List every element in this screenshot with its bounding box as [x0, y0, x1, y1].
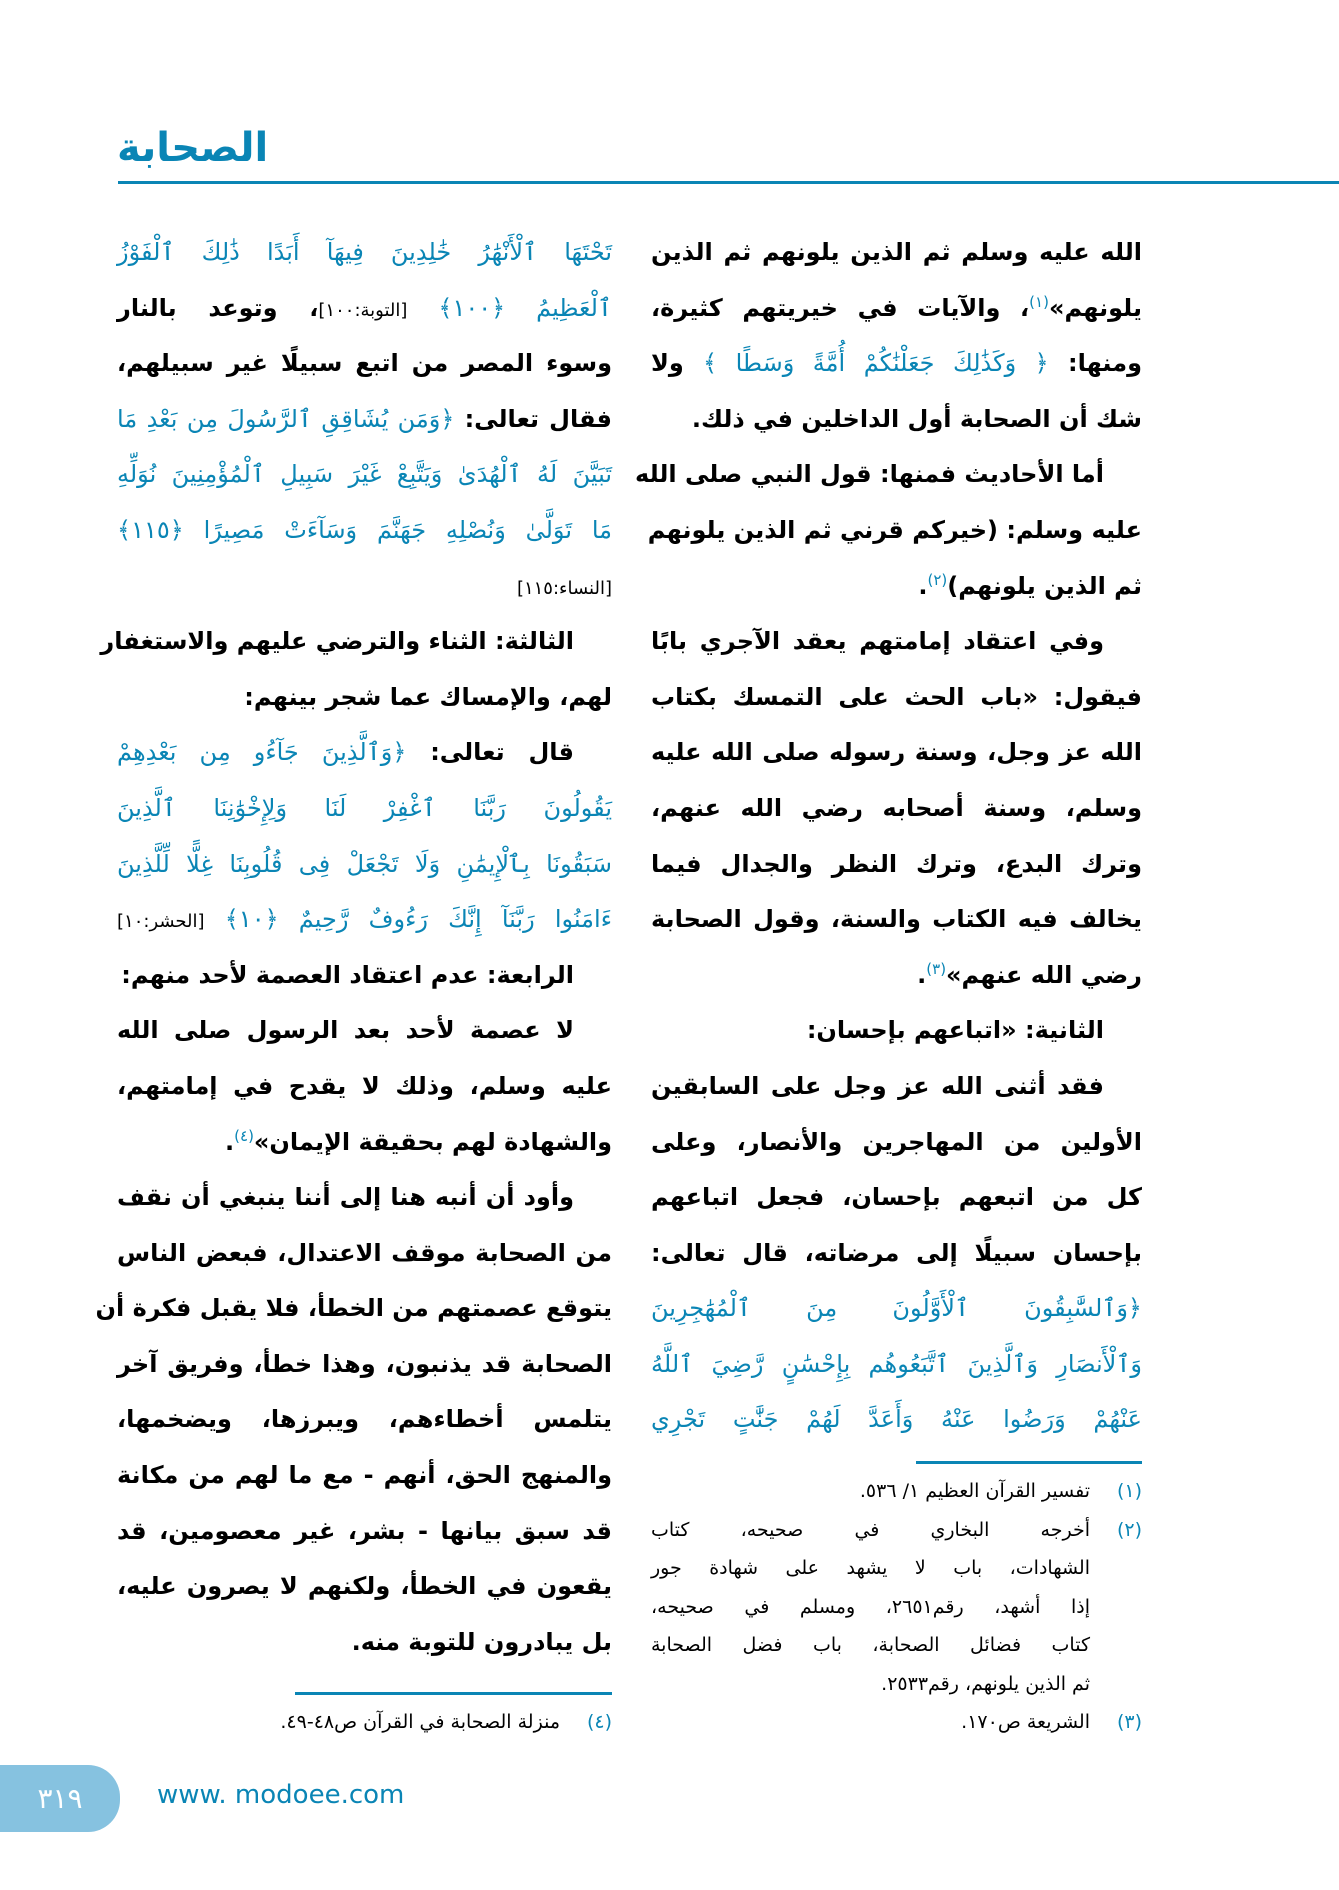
text-line [100, 614, 612, 670]
body-text: والشهادة لهم بحقيقة الإيمان» [253, 1127, 612, 1156]
body-text: يلونهم» [1048, 293, 1142, 322]
quran-verse: ٱلْعَظِيمُ ﴿١٠٠﴾ [407, 293, 612, 322]
body-text: فقد أثنى الله عز وجل على السابقين [651, 1071, 1104, 1100]
body-text: وفي اعتقاد إمامتهم يعقد الآجري بابًا [651, 627, 1104, 656]
body-text: بإحسان سبيلًا إلى مرضاته، قال تعالى: [651, 1238, 1142, 1267]
footnote-line: ثم الذين يلونهم، رقم٢٥٣٣. [881, 1672, 1090, 1695]
verse-reference: [الحشر:١٠] [117, 911, 205, 933]
footnotes-left [117, 1703, 612, 1742]
footnote [651, 1703, 1142, 1742]
page-number: ٣١٩ [0, 1765, 120, 1832]
text-line [635, 447, 1142, 503]
body-text: لا عصمة لأحد بعد الرسول صلى الله [117, 1016, 574, 1045]
body-text: يقعون في الخطأ، ولكنهم لا يصرون عليه، [117, 1572, 612, 1601]
text-line [651, 1003, 1142, 1059]
body-text: رضي الله عنهم» [946, 960, 1142, 989]
body-text: ، والآيات في خيريتهم كثيرة، [651, 293, 1030, 322]
left-column [95, 225, 612, 1670]
body-text: الثالثة: الثناء والترضي عليهم والاستغفار [100, 627, 574, 656]
text-line [651, 725, 1142, 781]
verse-reference: [النساء:١١٥] [516, 577, 612, 599]
quran-verse: ﴿وَمَن يُشَاقِقِ ٱلرَّسُولَ مِن بَعْدِ مَا [117, 404, 455, 433]
body-text: ، وتوعد بالنار [117, 293, 319, 322]
body-text: وسوء المصر من اتبع سبيلًا غير سبيلهم، [117, 349, 612, 378]
footnote-line: إذا أشهد، رقم٢٦٥١، ومسلم في صحيحه، [651, 1595, 1091, 1618]
footnote-marker[interactable]: (١) [1029, 292, 1049, 311]
body-text: . [918, 571, 928, 600]
body-text: الرابعة: عدم اعتقاد العصمة لأحد منهم: [121, 960, 574, 989]
footnote-text [651, 1472, 1090, 1511]
text-line [651, 281, 1142, 337]
text-line [117, 1170, 612, 1226]
text-line [651, 559, 1142, 615]
body-text: فيقول: «باب الحث على التمسك بكتاب [651, 682, 1142, 711]
text-line [651, 1170, 1142, 1226]
text-line [117, 1337, 612, 1393]
quran-verse: وَٱلْأَنصَارِ وَٱلَّذِينَ ٱتَّبَعُوهُم بِإِحْسَٰنٍ رَّضِيَ ٱللَّهُ [651, 1349, 1142, 1378]
footnote-line: تفسير القرآن العظيم ١/ ٥٣٦. [859, 1480, 1090, 1502]
text-line [651, 1226, 1142, 1282]
footnote [117, 1703, 612, 1742]
text-line [117, 1003, 612, 1059]
footnote-number: (٢) [1116, 1518, 1142, 1541]
body-text: شك أن الصحابة أول الداخلين في ذلك. [691, 404, 1142, 433]
body-text: الأولين من المهاجرين والأنصار، وعلى [651, 1127, 1142, 1156]
quran-verse: عَنْهُمْ وَرَضُوا عَنْهُ وَأَعَدَّ لَهُمْ جَنَّٰتٍ تَجْرِي [651, 1405, 1142, 1434]
text-line [117, 1115, 612, 1171]
body-text: وأود أن أنبه هنا إلى أننا ينبغي أن نقف [117, 1183, 574, 1212]
body-text: وسلم، وسنة أصحابه رضي الله عنهم، [651, 793, 1142, 822]
quran-verse: مَا تَوَلَّىٰ وَنُصْلِهِ جَهَنَّمَ وَسَآءَتْ مَصِيرًا ﴿١١٥﴾ [117, 515, 612, 544]
quran-verse: ﴿ وَكَذَٰلِكَ جَعَلْنَٰكُمْ أُمَّةً وَسَطًا ﴾ [703, 349, 1049, 378]
text-line [651, 892, 1142, 948]
footnote-rule-left [295, 1692, 612, 1695]
text-line [651, 670, 1142, 726]
text-line [117, 948, 612, 1004]
footnote-marker[interactable]: (٤) [234, 1126, 254, 1145]
text-line [651, 225, 1142, 281]
text-line [651, 614, 1142, 670]
footnote-line: الشريعة ص١٧٠. [961, 1711, 1090, 1733]
quran-verse: ﴿وَٱلَّذِينَ جَآءُو مِن بَعْدِهِمْ [117, 738, 407, 767]
text-line [117, 1559, 612, 1615]
footnote-marker[interactable]: (٢) [927, 570, 948, 589]
body-text: والمنهج الحق، أنهم - مع ما لهم من مكانة [117, 1461, 612, 1490]
text-line [651, 392, 1142, 448]
text-line [117, 725, 612, 781]
text-line [117, 837, 612, 893]
header-rule [118, 181, 1339, 184]
text-line [651, 1281, 1142, 1337]
quran-verse: تَحْتَهَا ٱلْأَنْهَٰرُ خَٰلِدِينَ فِيهَآ أَبَدًا ذَٰلِكَ ٱلْفَوْزُ [117, 238, 612, 266]
text-line [117, 392, 612, 448]
footnote-line: كتاب فضائل الصحابة، باب فضل الصحابة [651, 1634, 1090, 1656]
body-text: أما الأحاديث فمنها: قول النبي صلى الله [635, 460, 1104, 489]
body-text: بل يبادرون للتوبة منه. [351, 1627, 612, 1656]
text-line [117, 559, 612, 615]
text-line [117, 225, 612, 281]
footnote-text [117, 1703, 560, 1742]
quran-verse: تَبَيَّنَ لَهُ ٱلْهُدَىٰ وَيَتَّبِعْ غَيْرَ سَبِيلِ ٱلْمُؤْمِنِينَ نُوَلِّهِ [117, 460, 612, 489]
body-text: يخالف فيه الكتاب والسنة، وقول الصحابة [651, 905, 1142, 934]
text-line [117, 1392, 612, 1448]
footnote-line: الشهادات، باب لا يشهد على شهادة جور [651, 1557, 1090, 1579]
text-line [95, 1281, 612, 1337]
text-line [117, 781, 612, 837]
quran-verse: ءَامَنُوا رَبَّنَآ إِنَّكَ رَءُوفٌ رَّحِيمٌ ﴿١٠﴾ [204, 905, 612, 934]
text-line [117, 503, 612, 559]
text-line [651, 948, 1142, 1004]
right-column [635, 225, 1143, 1448]
text-line [651, 781, 1142, 837]
body-text: فقال تعالى: [454, 404, 612, 433]
footnote-number: (٣) [1116, 1711, 1142, 1733]
body-text: ومنها: [1048, 349, 1143, 378]
footnote [651, 1472, 1142, 1511]
footnote-rule-right [916, 1461, 1142, 1464]
body-text: الله عز وجل، وسنة رسوله صلى الله عليه [651, 738, 1142, 767]
quran-verse: يَقُولُونَ رَبَّنَا ٱغْفِرْ لَنَا وَلِإِخْوَٰنِنَا ٱلَّذِينَ [117, 793, 612, 822]
text-line [117, 1448, 612, 1504]
body-text: قد سبق بيانها - بشر، غير معصومين، قد [117, 1516, 612, 1545]
footnote-line: أخرجه البخاري في صحيحه، كتاب [651, 1518, 1090, 1541]
body-text: قال تعالى: [406, 738, 574, 767]
text-line [651, 837, 1142, 893]
footnote-marker[interactable]: (٣) [926, 959, 947, 978]
verse-reference: [التوبة:١٠٠] [318, 299, 408, 321]
body-text: ولا [651, 349, 704, 378]
text-line [117, 892, 612, 948]
footnote-text [651, 1703, 1090, 1742]
body-text: من الصحابة موقف الاعتدال، فبعض الناس [117, 1238, 612, 1267]
body-text: الثانية: «اتباعهم بإحسان: [806, 1016, 1104, 1045]
text-line [647, 503, 1142, 559]
quran-verse: سَبَقُونَا بِٱلْإِيمَٰنِ وَلَا تَجْعَلْ فِى قُلُوبِنَا غِلًّا لِّلَّذِينَ [117, 849, 612, 878]
body-text: عليه وسلم: (خيركم قرني ثم الذين يلونهم [647, 515, 1142, 544]
text-line [117, 670, 612, 726]
footnote-number: (٤) [586, 1711, 612, 1733]
body-text: الله عليه وسلم ثم الذين يلونهم ثم الذين [651, 238, 1142, 266]
text-line [117, 336, 612, 392]
text-line [117, 1226, 612, 1282]
quran-verse: ﴿وَٱلسَّٰبِقُونَ ٱلْأَوَّلُونَ مِنَ ٱلْمُهَٰجِرِينَ [651, 1294, 1142, 1323]
text-line [117, 281, 612, 337]
body-text: يتلمس أخطاءهم، ويبرزها، ويضخمها، [117, 1405, 612, 1434]
body-text: . [917, 960, 927, 989]
footnote-number: (١) [1116, 1480, 1142, 1502]
body-text: لهم، والإمساك عما شجر بينهم: [244, 682, 612, 711]
footnotes-right [651, 1472, 1142, 1742]
running-header-title: الصحابة [117, 125, 269, 171]
text-line [117, 1615, 612, 1671]
footnote-text [651, 1511, 1090, 1704]
body-text: كل من اتبعهم بإحسان، فجعل اتباعهم [651, 1183, 1142, 1212]
text-line [651, 1337, 1142, 1393]
footnote-line: منزلة الصحابة في القرآن ص٤٨-٤٩. [280, 1711, 560, 1733]
text-line [651, 336, 1142, 392]
text-line [117, 1059, 612, 1115]
text-line [117, 1504, 612, 1560]
text-line [651, 1392, 1142, 1448]
body-text: الصحابة قد يذنبون، وهذا خطأ، وفريق آخر [117, 1349, 612, 1378]
footnote [651, 1511, 1142, 1704]
text-line [117, 447, 612, 503]
body-text: . [225, 1127, 235, 1156]
text-line [651, 1115, 1142, 1171]
website-url: www. modoee.com [157, 1780, 405, 1810]
body-text: ثم الذين يلونهم) [947, 571, 1142, 600]
body-text: يتوقع عصمتهم من الخطأ، فلا يقبل فكرة أن [95, 1294, 612, 1323]
text-line [651, 1059, 1142, 1115]
body-text: عليه وسلم، وذلك لا يقدح في إمامتهم، [117, 1071, 612, 1100]
body-text: وترك البدع، وترك النظر والجدال فيما [651, 849, 1142, 878]
